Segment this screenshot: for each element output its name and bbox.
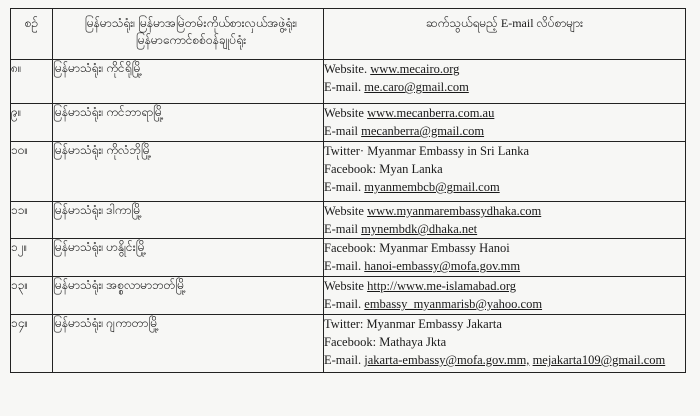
- contact-label: E-mail.: [324, 353, 362, 367]
- contact-link[interactable]: jakarta-embassy@mofa.gov.mm,: [364, 353, 530, 367]
- table-row: [11, 277, 686, 315]
- contact-label: E-mail.: [324, 180, 362, 194]
- contact-link[interactable]: hanoi-embassy@mofa.gov.mm: [364, 259, 521, 273]
- contact-link[interactable]: www.myanmarembassydhaka.com: [367, 204, 542, 218]
- contact-label: Facebook:: [324, 241, 377, 255]
- contact-link[interactable]: mejakarta109@gmail.com: [532, 353, 666, 367]
- contact-line: [324, 178, 685, 196]
- contact-label: E-mail.: [324, 259, 362, 273]
- contact-line: [324, 60, 685, 78]
- contact-label: E-mail.: [324, 80, 362, 94]
- table-row: [11, 142, 686, 202]
- contact-value: Myanmar Embassy Jakarta: [366, 317, 502, 331]
- contact-line: [324, 351, 685, 369]
- contact-label: Website: [324, 106, 364, 120]
- header-number: စဉ်: [11, 9, 53, 60]
- embassy-contact-table: [10, 8, 686, 373]
- contact-label: Website: [324, 204, 364, 218]
- contact-link[interactable]: embassy_myanmarisb@yahoo.com: [364, 297, 543, 311]
- contact-line: [324, 333, 685, 351]
- contact-label: Facebook:: [324, 162, 377, 176]
- row-mission: မြန်မာသံရုံး၊ ဂျကာတာမြို့: [53, 315, 324, 373]
- row-contacts: [324, 202, 686, 239]
- row-mission: မြန်မာသံရုံး၊ ကိုင်ရိုမြို့: [53, 60, 324, 104]
- contact-link[interactable]: www.mecanberra.com.au: [367, 106, 495, 120]
- contact-label: Twitter·: [324, 144, 365, 158]
- table-row: [11, 202, 686, 239]
- contact-link[interactable]: myanmembcb@gmail.com: [364, 180, 500, 194]
- row-contacts: [324, 277, 686, 315]
- contact-label: E-mail: [324, 124, 359, 138]
- contact-line: [324, 277, 685, 295]
- contact-label: Website.: [324, 62, 368, 76]
- contact-line: [324, 78, 685, 96]
- contact-line: [324, 239, 685, 257]
- contact-line: [324, 257, 685, 275]
- header-contact: ဆက်သွယ်ရမည့် E-mail လိပ်စာများ: [324, 9, 686, 60]
- row-number: ၁၁။: [11, 202, 53, 239]
- contact-label: E-mail.: [324, 297, 362, 311]
- row-contacts: [324, 239, 686, 277]
- row-number: ၉။: [11, 104, 53, 142]
- table-row: [11, 104, 686, 142]
- contact-link[interactable]: mecanberra@gmail.com: [361, 124, 485, 138]
- contact-line: [324, 122, 685, 140]
- table-row: [11, 60, 686, 104]
- contact-line: [324, 220, 685, 238]
- contact-line: [324, 160, 685, 178]
- contact-line: [324, 202, 685, 220]
- row-mission: မြန်မာသံရုံး၊ ဒါကာမြို့: [53, 202, 324, 239]
- contact-value: Mathaya Jkta: [379, 335, 447, 349]
- row-number: ၁၄။: [11, 315, 53, 373]
- contact-label: Twitter:: [324, 317, 364, 331]
- row-number: ၈။: [11, 60, 53, 104]
- row-number: ၁၀။: [11, 142, 53, 202]
- contact-label: Facebook:: [324, 335, 377, 349]
- row-mission: မြန်မာသံရုံး၊ အစ္စလာမာဘတ်မြို့: [53, 277, 324, 315]
- header-mission: [53, 9, 324, 60]
- row-contacts: [324, 315, 686, 373]
- contact-value: Myanmar Embassy Hanoi: [379, 241, 510, 255]
- table-row: [11, 315, 686, 373]
- contact-link[interactable]: www.mecairo.org: [370, 62, 460, 76]
- row-mission: မြန်မာသံရုံး၊ ဟနွိုင်းမြို့: [53, 239, 324, 277]
- contact-label: E-mail: [324, 222, 359, 236]
- table-row: [11, 239, 686, 277]
- row-contacts: [324, 142, 686, 202]
- contact-line: [324, 315, 685, 333]
- contact-link[interactable]: mynembdk@dhaka.net: [361, 222, 478, 236]
- row-contacts: [324, 104, 686, 142]
- contact-line: [324, 295, 685, 313]
- header-mission-line2: မြန်မာကောင်စစ်ဝန်ချုပ်ရုံး: [135, 33, 247, 47]
- contact-link[interactable]: http://www.me-islamabad.org: [367, 279, 517, 293]
- row-contacts: [324, 60, 686, 104]
- contact-value: Myanmar Embassy in Sri Lanka: [367, 144, 529, 158]
- row-number: ၁၂။: [11, 239, 53, 277]
- header-mission-line1: မြန်မာသံရုံး၊ မြန်မာအမြဲတမ်းကိုယ်စားလှယ်အဖွဲ့ရုံး၊: [84, 16, 298, 30]
- contact-label: Website: [324, 279, 364, 293]
- contact-link[interactable]: me.caro@gmail.com: [364, 80, 469, 94]
- contact-line: [324, 142, 685, 160]
- row-number: ၁၃။: [11, 277, 53, 315]
- row-mission: မြန်မာသံရုံး၊ ကိုလံဘိုမြို့: [53, 142, 324, 202]
- table-header-row: [11, 9, 686, 60]
- contact-line: [324, 104, 685, 122]
- row-mission: မြန်မာသံရုံး၊ ကင်ဘာရာမြို့: [53, 104, 324, 142]
- contact-value: Myan Lanka: [379, 162, 443, 176]
